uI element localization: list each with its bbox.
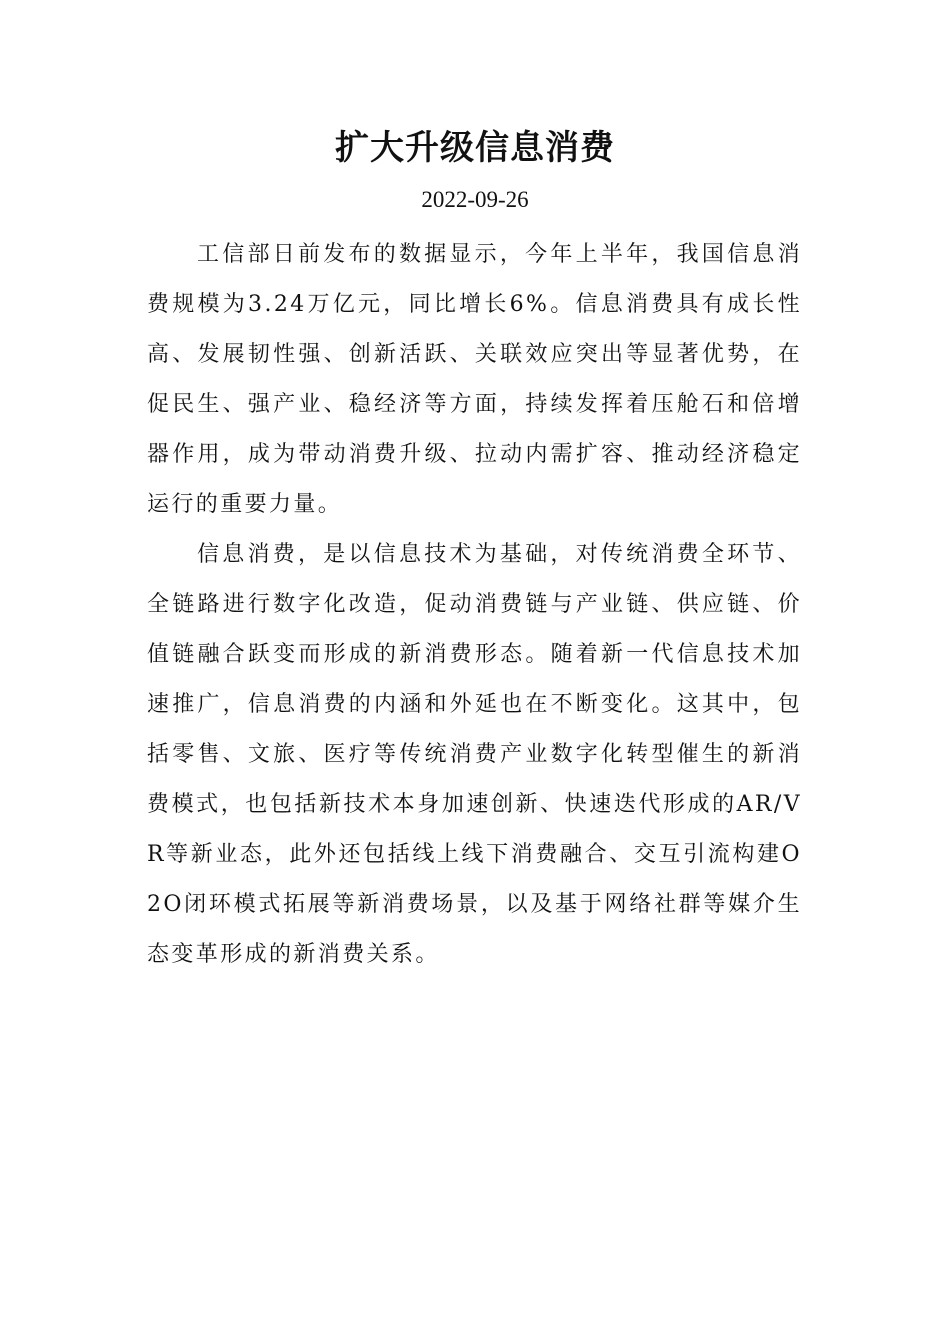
article-date: 2022-09-26 (421, 187, 529, 212)
article-body (147, 230, 802, 980)
paragraph-1: 工信部日前发布的数据显示，今年上半年，我国信息消费规模为3.24万亿元，同比增长6%。信息消费具有成长性高、发展韧性强、创新活跃、关联效应突出等显著优势，在促民生、强产业、稳经济等方面，持续发挥着压舱石和倍增器作用，成为带动消费升级、拉动内需扩容、推动经济稳定运行的重要力量。 (147, 242, 802, 517)
article-title: 扩大升级信息消费 (335, 128, 615, 168)
paragraph-2: 信息消费，是以信息技术为基础，对传统消费全环节、全链路进行数字化改造，促动消费链与产业链、供应链、价值链融合跃变而形成的新消费形态。随着新一代信息技术加速推广，信息消费的内涵和外延也在不断变化。这其中，包括零售、文旅、医疗等传统消费产业数字化转型催生的新消费模式，也包括新技术本身加速创新、快速迭代形成的AR/VR等新业态，此外还包括线上线下消费融合、交互引流构建O2O闭环模式拓展等新消费场景，以及基于网络社群等媒介生态变革形成的新消费关系。 (147, 542, 802, 967)
